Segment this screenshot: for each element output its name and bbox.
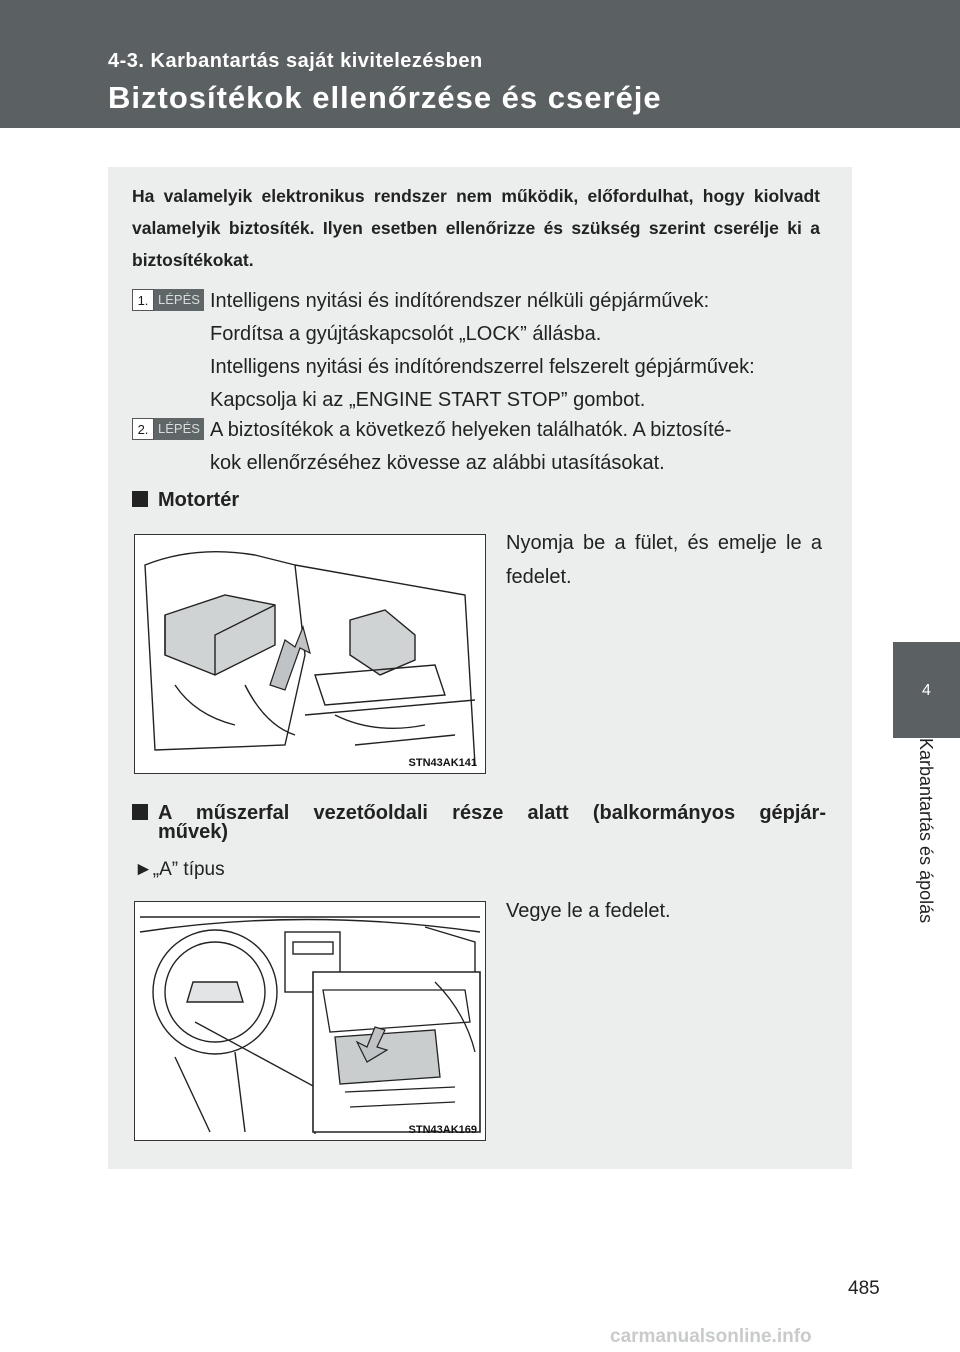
step-1-line-3: Intelligens nyitási és indítórendszerrel felszerelt gépjárművek: xyxy=(210,356,755,378)
chapter-number: 4 xyxy=(922,682,931,699)
step-2-line-1: A biztosítékok a következő helyeken találhatók. A biztosíté- xyxy=(210,419,732,441)
step-1-text xyxy=(210,285,826,417)
engine-instruction: Nyomja be a fület, és emelje le a fedelet. xyxy=(506,532,822,588)
step-label: LÉPÉS xyxy=(154,289,204,311)
figure-code: STN43AK169 xyxy=(408,1124,477,1136)
chapter-tab-label xyxy=(893,738,960,968)
chapter-tab-number xyxy=(893,642,960,738)
figure-code: STN43AK141 xyxy=(408,757,477,769)
square-bullet-icon xyxy=(132,491,148,507)
step-1-badge xyxy=(132,289,204,311)
section-heading-text: A műszerfal vezetőoldali része alatt (balkormányos gépjár- xyxy=(158,802,826,824)
engine-compartment-drawing xyxy=(135,535,485,773)
engine-fuse-box-illustration xyxy=(134,534,486,774)
chapter-header xyxy=(0,0,960,128)
dashboard-drawing xyxy=(135,902,485,1140)
step-2-text xyxy=(210,414,826,480)
dashboard-instruction: Vegye le a fedelet. xyxy=(506,900,671,922)
step-number: 1. xyxy=(132,289,154,311)
section-heading-text: Motortér xyxy=(158,489,240,511)
step-label: LÉPÉS xyxy=(154,418,204,440)
dashboard-fuse-cover-illustration xyxy=(134,901,486,1141)
step-2-badge xyxy=(132,418,204,440)
step-1-line-4: Kapcsolja ki az „ENGINE START STOP” gombot. xyxy=(210,389,646,411)
site-watermark: carmanualsonline.info xyxy=(610,1326,812,1347)
page-title: Biztosítékok ellenőrzése és cseréje xyxy=(108,80,662,115)
square-bullet-icon xyxy=(132,804,148,820)
section-heading-dashboard-cont: művek) xyxy=(158,821,229,843)
page-number: 485 xyxy=(848,1278,880,1299)
type-label: ►„A” típus xyxy=(134,859,225,880)
step-1-line-2: Fordítsa a gyújtáskapcsolót „LOCK” állásba. xyxy=(210,323,602,345)
section-heading-dashboard xyxy=(132,797,826,829)
section-subtitle: 4-3. Karbantartás saját kivitelezésben xyxy=(108,50,483,72)
intro-paragraph: Ha valamelyik elektronikus rendszer nem működik, előfordulhat, hogy kiolvadt valamelyik biztosíték. Ilyen esetben ellenőrizze és szükség szerint cserélje ki a biztosítékokat. xyxy=(132,186,820,270)
step-number: 2. xyxy=(132,418,154,440)
step-2-line-2: kok ellenőrzéséhez kövesse az alábbi utasításokat. xyxy=(210,452,665,474)
chapter-label: Karbantartás és ápolás xyxy=(916,738,936,924)
section-heading-engine xyxy=(132,489,239,512)
step-1-line-1: Intelligens nyitási és indítórendszer nélküli gépjárművek: xyxy=(210,290,710,312)
